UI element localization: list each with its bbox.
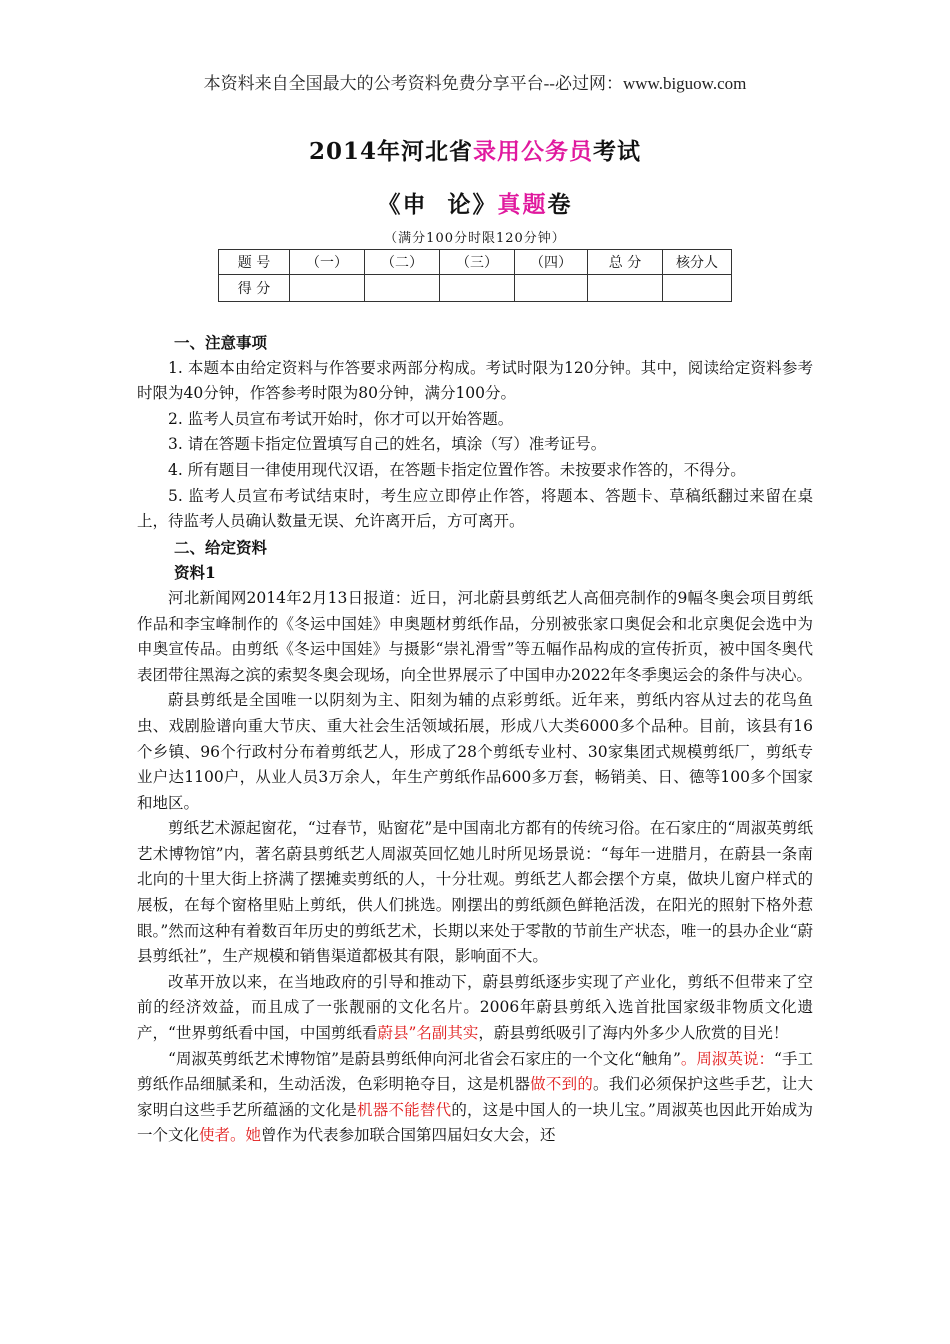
notice-item: 5. 监考人员宣布考试结束时，考生应立即停止作答，将题本、答题卡、草稿纸翻过来留在桌上，待监考人员确认数量无误、允许离开后，方可离开。 xyxy=(137,486,813,531)
table-cell xyxy=(515,275,588,302)
table-header-cell: （四） xyxy=(515,250,588,275)
table-cell xyxy=(440,275,515,302)
score-note: （满分100分时限120分钟） xyxy=(384,231,566,246)
table-row-label: 得 分 xyxy=(219,275,290,302)
title-part: 考试 xyxy=(593,138,641,165)
document-body xyxy=(137,330,813,1149)
title-part: 《申 论》 xyxy=(377,191,498,218)
highlighted-text: 她 xyxy=(245,1126,262,1145)
notice-item: 2. 监考人员宣布考试开始时，你才可以开始答题。 xyxy=(168,409,514,428)
material-label: 资料1 xyxy=(174,563,216,583)
table-header-cell: （二） xyxy=(365,250,440,275)
text-span: “周淑英剪纸艺术博物馆”是蔚县剪纸伸向河北省会石家庄的一个文化“触角” xyxy=(168,1049,681,1068)
material-paragraph: 剪纸艺术源起窗花，“过春节，贴窗花”是中国南北方都有的传统习俗。在石家庄的“周淑英剪纸艺术博物馆”内，著名蔚县剪纸艺人周淑英回忆她儿时所见场景说：“每年一进腊月，在蔚县一条南北向的十里大街上挤满了摆摊卖剪纸的人，十分壮观。剪纸艺人都会摆个方桌，做块儿窗户样式的展板，在每个窗格里贴上剪纸，供人们挑选。刚摆出的剪纸颜色鲜艳活泼，在阳光的照射下格外惹眼。”然而这种有着数百年历史的剪纸艺术，长期以来处于零散的节前生产状态，唯一的县办企业“蔚县剪纸社”，生产规模和销售渠道都极其有限，影响面不大。 xyxy=(137,819,813,966)
text-span: “手工剪纸作品细腻柔和，生动活泼，色彩明艳夺目，这是机器 xyxy=(137,1049,813,1094)
table-header-cell: 总 分 xyxy=(588,250,663,275)
table-row xyxy=(219,275,732,302)
title-part: 2014年河北省 xyxy=(308,138,473,165)
material-paragraph xyxy=(137,970,813,1047)
notice-item: 3. 请在答题卡指定位置填写自己的姓名，填涂（写）准考证号。 xyxy=(168,435,607,454)
text-span: 曾作为代表参加联合国第四届妇女大会，还 xyxy=(261,1126,556,1145)
page-header: 本资料来自全国最大的公考资料免费分享平台--必过网：www.biguow.com xyxy=(203,74,747,93)
text-span: ，蔚县剪纸吸引了海内外多少人欣赏的目光！ xyxy=(478,1024,789,1043)
title-highlight: 真题 xyxy=(497,191,548,218)
table-header-cell: 核分人 xyxy=(663,250,732,275)
table-cell xyxy=(290,275,365,302)
highlighted-text: 机器不能替代 xyxy=(357,1100,452,1119)
material-paragraph: 河北新闻网2014年2月13日报道：近日，河北蔚县剪纸艺人高佃亮制作的9幅冬奥会项目剪纸作品和李宝峰制作的《冬运中国娃》申奥题材剪纸作品，分别被张家口奥促会和北京奥促会选中为申奥宣传品。由剪纸《冬运中国娃》与摄影“崇礼滑雪”等五幅作品构成的宣传折页，被中国冬奥代表团带往黑海之滨的索契冬奥会现场，向全世界展示了中国申办2022年冬季奥运会的条件与决心。 xyxy=(137,588,813,684)
table-cell xyxy=(588,275,663,302)
section-heading: 一、注意事项 xyxy=(174,333,268,352)
text-span: 的，这是中国人的一块儿宝。”周淑英也因此开始成为一个文化 xyxy=(137,1100,813,1145)
highlighted-text: 使者。 xyxy=(199,1126,246,1145)
table-row xyxy=(219,250,732,275)
title-part: 卷 xyxy=(547,191,573,218)
section-heading: 二、给定资料 xyxy=(174,537,268,557)
highlighted-text: 做不到的 xyxy=(530,1075,594,1094)
material-paragraph: 蔚县剪纸是全国唯一以阴刻为主、阳刻为辅的点彩剪纸。近年来，剪纸内容从过去的花鸟鱼虫、戏剧脸谱向重大节庆、重大社会生活领域拓展，形成八大类6000多个品种。目前，该县有16个乡镇、96个行政村分布着剪纸艺人，形成了28个剪纸专业村、30家集团式规模剪纸厂，剪纸专业户达1100户，从业人员3万余人，年生产剪纸作品600多万套，畅销美、日、德等100多个国家和地区。 xyxy=(137,691,813,812)
text-span: 。我们必须保护这些手艺，让大家明白这些手艺所蕴涵的文化是 xyxy=(137,1075,813,1119)
table-cell xyxy=(365,275,440,302)
table-header-cell: （三） xyxy=(440,250,515,275)
material-paragraph xyxy=(137,1047,813,1149)
highlighted-text: 蔚县”名副其实 xyxy=(377,1024,479,1043)
score-table xyxy=(218,249,732,302)
table-header-cell: 题 号 xyxy=(219,250,290,275)
notice-item: 4. 所有题目一律使用现代汉语，在答题卡指定位置作答。未按要求作答的，不得分。 xyxy=(168,460,746,479)
exam-title xyxy=(0,133,950,166)
table-header-cell: （一） xyxy=(290,250,365,275)
highlighted-text: 。周淑英说： xyxy=(680,1049,775,1068)
notice-item: 1. 本题本由给定资料与作答要求两部分构成。考试时限为120分钟。其中，阅读给定资料参考时限为40分钟，作答参考时限为80分钟，满分100分。 xyxy=(137,358,813,403)
table-cell xyxy=(663,275,732,302)
exam-subtitle-title xyxy=(0,186,950,219)
title-highlight: 录用公务员 xyxy=(473,138,593,165)
text-span: 改革开放以来，在当地政府的引导和推动下，蔚县剪纸逐步实现了产业化，剪纸不但带来了空前的经济效益，而且成了一张靓丽的文化名片。2006年蔚县剪纸入选首批国家级非物质文化遗产，“世界剪纸看中国，中国剪纸看 xyxy=(137,972,813,1043)
